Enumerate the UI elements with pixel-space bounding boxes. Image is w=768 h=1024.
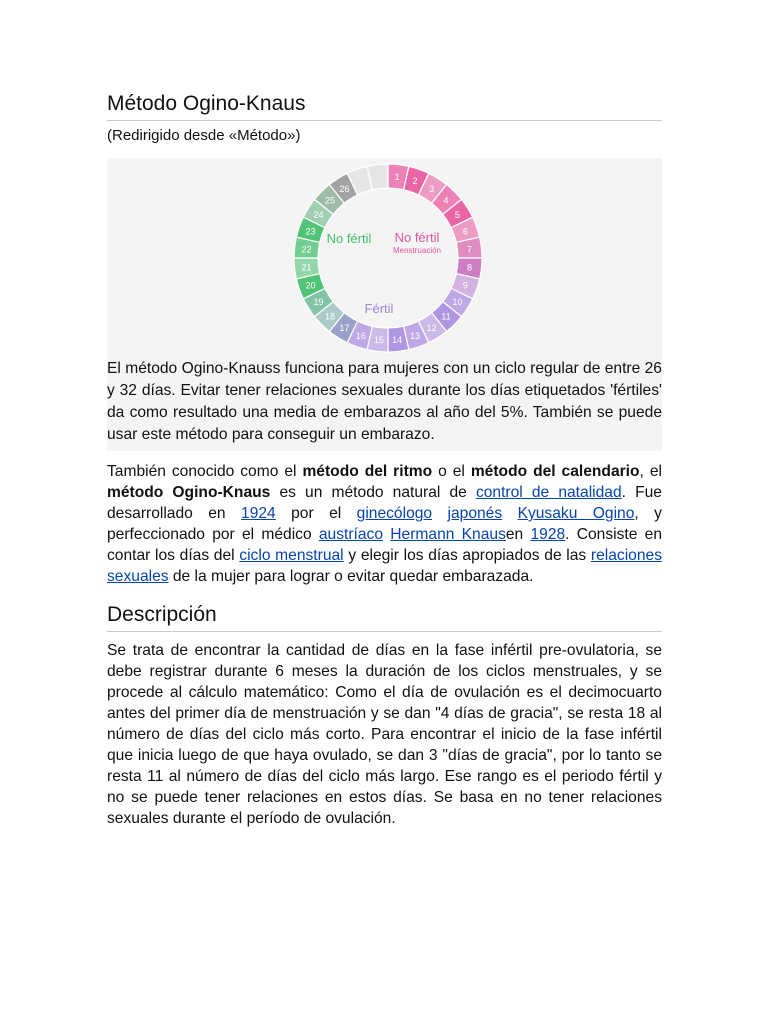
page-title: Método Ogino-Knaus xyxy=(107,90,662,121)
article xyxy=(107,90,662,829)
intro-text xyxy=(432,505,447,522)
day-label: 12 xyxy=(426,322,437,333)
intro-paragraph xyxy=(107,461,662,587)
link-1924[interactable]: 1924 xyxy=(241,505,276,522)
day-label: 23 xyxy=(305,226,316,237)
intro-text: de la mujer para lograr o evitar quedar embarazada. xyxy=(168,568,534,585)
label-menstruacion: Menstruación xyxy=(392,246,442,255)
label-fertil: Fértil xyxy=(364,301,394,316)
day-label: 18 xyxy=(325,311,336,322)
intro-text xyxy=(502,505,517,522)
section-descripcion xyxy=(107,601,662,829)
day-label: 1 xyxy=(394,172,400,183)
bold-term: método Ogino-Knaus xyxy=(107,484,271,501)
link-kyusaku-ogino[interactable]: Kyusaku Ogino xyxy=(517,505,635,522)
intro-text: . Fue desarrollado en xyxy=(107,484,662,522)
day-label: 15 xyxy=(373,334,384,345)
redirect-note: (Redirigido desde «Método») xyxy=(107,127,301,144)
cycle-figure xyxy=(107,158,662,358)
intro-text: . Consiste en contar los días del xyxy=(107,526,662,564)
section-heading: Descripción xyxy=(107,601,662,632)
section-body: Se trata de encontrar la cantidad de días en la fase infértil pre-ovulatoria, se debe registrar durante 6 meses la duración de los ciclos menstruales, y se procede al cálculo matemático: Como el día de ovulación es el decimocuarto antes del primer día de menstruación y se dan "4 días de gracia", se resta 18 al número de días del ciclo más corto. Para encontrar el inicio de la fase infértil que inicia luego de que haya ovulado, se dan 3 "días de gracia", por lo tanto se resta 11 al número de días del ciclo más largo. Ese rango es el periodo fértil y no se puede tener relaciones en estos días. Se basa en no tener relaciones sexuales durante el período de ovulación. xyxy=(107,642,662,827)
link-austriaco[interactable]: austríaco xyxy=(318,526,384,543)
day-label: 5 xyxy=(454,209,460,220)
day-label: 11 xyxy=(441,311,451,322)
intro-text: , el xyxy=(639,463,662,480)
day-label: 14 xyxy=(392,334,403,345)
intro-text: También conocido como el xyxy=(107,463,303,480)
day-label: 7 xyxy=(466,244,472,255)
day-label: 24 xyxy=(313,209,324,220)
day-label: 17 xyxy=(339,322,350,333)
link-1928[interactable]: 1928 xyxy=(530,526,566,543)
day-label: 16 xyxy=(355,330,366,341)
bold-term: método del ritmo xyxy=(302,463,433,480)
day-label: 9 xyxy=(462,280,468,291)
link-relaciones-sexuales[interactable]: relaciones sexuales xyxy=(107,547,662,585)
intro-text: , y perfeccionado por el médico xyxy=(107,505,662,543)
intro-text: por el xyxy=(275,505,357,522)
link-ginecologo[interactable]: ginecólogo xyxy=(356,505,433,522)
intro-text: y elegir los días apropiados de las xyxy=(343,547,591,564)
link-japones[interactable]: japonés xyxy=(447,505,503,522)
day-label: 3 xyxy=(429,184,435,195)
day-label: 21 xyxy=(301,262,312,273)
cycle-wheel xyxy=(107,158,662,358)
link-control-natalidad[interactable]: control de natalidad xyxy=(475,484,622,501)
day-label: 4 xyxy=(443,195,449,206)
day-label: 2 xyxy=(412,176,418,187)
intro-text: o el xyxy=(432,463,471,480)
day-label: 25 xyxy=(325,195,336,206)
day-label: 6 xyxy=(462,226,468,237)
bold-term: método del calendario xyxy=(470,463,640,480)
link-ciclo-menstrual[interactable]: ciclo menstrual xyxy=(239,547,344,564)
intro-text: en xyxy=(505,526,531,543)
label-no-fertil-right: No fértil xyxy=(394,230,440,245)
link-hermann-knaus[interactable]: Hermann Knaus xyxy=(390,526,506,543)
day-label: 13 xyxy=(410,330,421,341)
figure-caption: El método Ogino-Knauss funciona para mujeres con un ciclo regular de entre 26 y 32 días. Evitar tener relaciones sexuales durante los días etiquetados 'fértiles' da como resultado una media de embarazos al año del 5%. También se puede usar este método para conseguir un embarazo. xyxy=(107,358,662,451)
day-label: 22 xyxy=(301,244,312,255)
day-label: 8 xyxy=(466,262,472,273)
day-label: 20 xyxy=(305,280,316,291)
day-label: 10 xyxy=(452,297,463,308)
day-label: 26 xyxy=(339,184,350,195)
intro-text: es un método natural de xyxy=(270,484,476,501)
label-no-fertil-left: No fértil xyxy=(326,231,372,246)
day-label: 19 xyxy=(313,297,324,308)
